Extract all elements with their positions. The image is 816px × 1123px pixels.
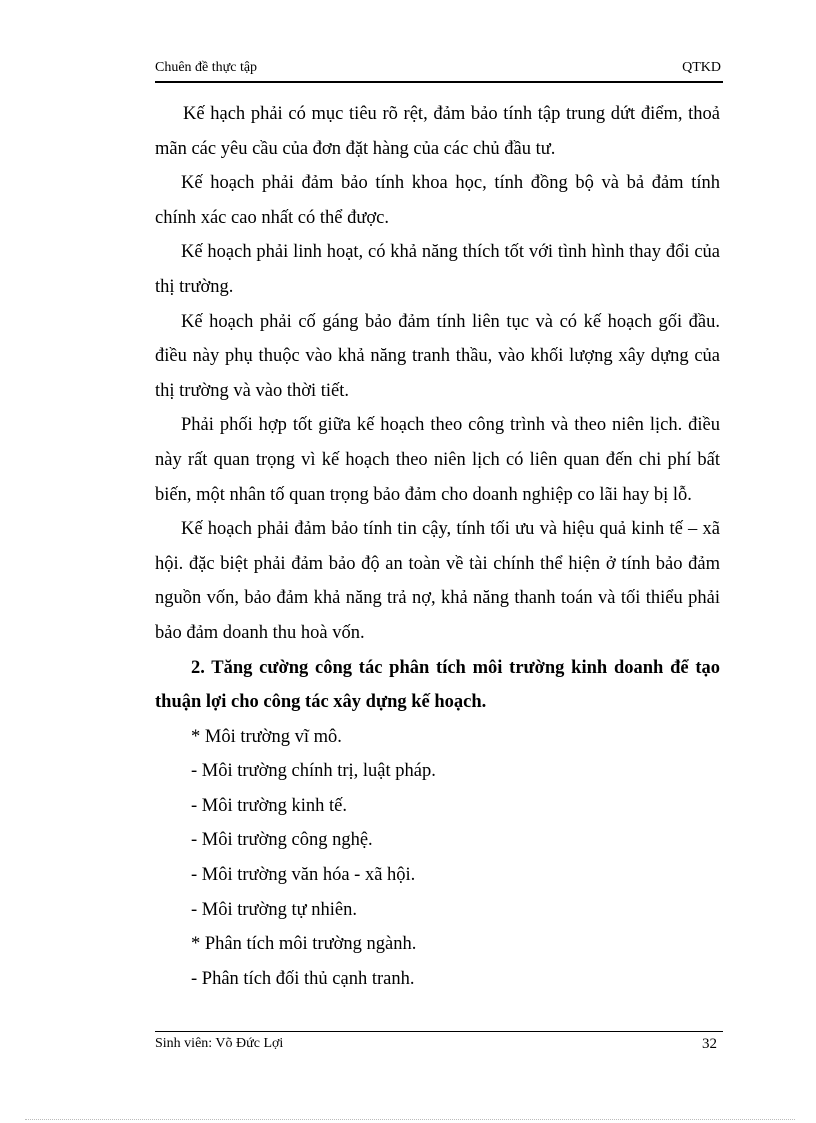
paragraph: Kế hoạch phải đảm bảo tính khoa học, tính đồng bộ và bả đảm tính chính xác cao nhất có thể được.	[155, 173, 720, 228]
list-item: - Môi trường kinh tế.	[191, 795, 347, 816]
list-item: - Phân tích đối thủ cạnh tranh.	[191, 968, 415, 989]
footer-student: Sinh viên: Võ Đức Lợi	[155, 1036, 284, 1051]
paragraph: Kế hạch phải có mục tiêu rõ rệt, đảm bảo tính tập trung dứt điểm, thoả mãn các yêu cầu của đơn đặt hàng của các chủ đầu tư.	[155, 104, 720, 159]
page-number: 32	[702, 1036, 717, 1052]
paragraph: Kế hoạch phải đảm bảo tính tin cậy, tính tối ưu và hiệu quả kinh tế – xã hội. đặc biệt phải đảm bảo độ an toàn về tài chính thể hiện ở tính bảo đảm nguồn vốn, bảo đảm khả năng trả nợ, khả năng thanh toán và tối thiểu phải bảo đảm doanh thu hoà vốn.	[155, 519, 720, 643]
list-item: * Phân tích môi trường ngành.	[191, 934, 417, 955]
header-rule	[155, 81, 723, 83]
paragraph: Kế hoạch phải linh hoạt, có khả năng thích tốt với tình hình thay đổi của thị trường.	[155, 242, 720, 297]
header-title: Chuên đề thực tập	[155, 60, 258, 75]
page-footer	[155, 1036, 723, 1056]
list-item: * Môi trường vĩ mô.	[191, 726, 342, 747]
page-body	[155, 97, 720, 996]
page-edge-divider	[25, 1119, 795, 1120]
paragraph: Phải phối hợp tốt giữa kế hoạch theo công trình và theo niên lịch. điều này rất quan trọng vì kế hoạch theo niên lịch có liên quan đến chi phí bất biến, một nhân tố quan trọng bảo đảm cho doanh nghiệp co lãi hay bị lỗ.	[155, 415, 720, 505]
list-item: - Môi trường tự nhiên.	[191, 899, 358, 920]
section-heading: 2. Tăng cường công tác phân tích môi trường kinh doanh để tạo thuận lợi cho công tác xây dựng kế hoạch.	[155, 657, 720, 713]
page-header	[155, 60, 723, 80]
paragraph: Kế hoạch phải cố gáng bảo đảm tính liên tục và có kế hoạch gối đầu. điều này phụ thuộc vào khả năng tranh thầu, vào khối lượng xây dựng của thị trường và vào thời tiết.	[155, 311, 720, 401]
list-item: - Môi trường văn hóa - xã hội.	[191, 865, 416, 886]
footer-rule	[155, 1031, 723, 1032]
list-item: - Môi trường công nghệ.	[191, 830, 373, 851]
header-subject: QTKD	[682, 60, 721, 75]
list-item: - Môi trường chính trị, luật pháp.	[191, 761, 436, 782]
